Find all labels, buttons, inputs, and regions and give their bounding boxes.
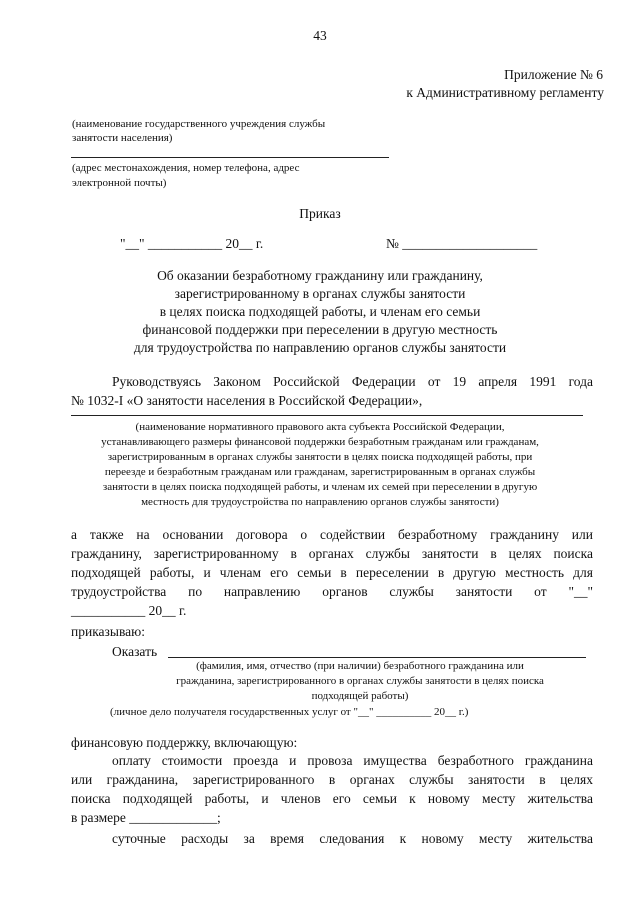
travel-line2: или гражданина, зарегистрированного в органах службы занятости в целях: [71, 772, 593, 787]
regional-act-note-line5: занятости в целях поиска подходящей работы, и членам их семей при переселении в другую: [102, 481, 538, 493]
amount-line: в размере _____________;: [71, 810, 221, 825]
order-title-line2: зарегистрированному в органах службы занятости: [174, 286, 466, 301]
contract-line4: трудоустройства по направлению органов службы занятости от "__": [71, 584, 593, 599]
person-blank-line: [168, 657, 586, 658]
regional-act-note-line1: (наименование нормативного правового акта субъекта Российской Федерации,: [135, 421, 505, 433]
address-note-line1: (адрес местонахождения, номер телефона, адрес: [72, 162, 300, 174]
person-note-line2: гражданина, зарегистрированного в органах службы занятости в целях поиска: [176, 675, 544, 687]
regional-act-note-line2: устанавливающего размеры финансовой поддержки безработным гражданам или гражданам,: [101, 436, 539, 448]
contract-line1: а также на основании договора о содействии безработному гражданину или: [71, 527, 593, 542]
support-intro: финансовую поддержку, включающую:: [71, 735, 298, 750]
appendix-title: Приложение № 6: [504, 67, 603, 82]
order-word: приказываю:: [71, 624, 145, 639]
regional-act-note-line4: переезде и безработным гражданам или гражданам, зарегистрированным в органах службы: [104, 466, 536, 478]
institution-note-line2: занятости населения): [72, 132, 173, 144]
travel-line3: поиска подходящей работы, и членов его семьи к новому месту жительства: [71, 791, 593, 806]
regional-act-note-line6: местность для трудоустройства по направлению органов службы занятости): [141, 496, 499, 508]
institution-note-line1: (наименование государственного учреждения службы: [72, 118, 326, 130]
order-date-line: "__" ___________ 20__ г.: [120, 236, 264, 251]
contract-line3: подходящей работы, и членам его семьи в переселении в другую местность для: [71, 565, 593, 580]
contract-line2: гражданину, зарегистрированному в органах службы занятости в целях поиска: [71, 546, 593, 561]
order-title-line5: для трудоустройства по направлению органов службы занятости: [133, 340, 507, 355]
page-number: 43: [313, 28, 327, 43]
contract-date-end: ___________ 20__ г.: [71, 603, 187, 618]
order-title-line4: финансовой поддержки при переселении в другую местность: [142, 322, 498, 337]
law-reference-line1: Руководствуясь Законом Российской Федерации от 19 апреля 1991 года: [112, 374, 593, 389]
regional-act-blank-line: [71, 415, 583, 416]
order-number-line: № ____________________: [386, 236, 538, 251]
order-title-line3: в целях поиска подходящей работы, и членам его семьи: [159, 304, 481, 319]
person-note-line1: (фамилия, имя, отчество (при наличии) безработного гражданина или: [196, 660, 524, 672]
law-reference-line2: № 1032-I «О занятости населения в Российской Федерации»,: [71, 393, 423, 408]
appendix-subtitle: к Административному регламенту: [406, 85, 604, 100]
address-blank-line: [71, 157, 389, 158]
provide-word: Оказать: [112, 644, 158, 659]
order-title-line1: Об оказании безработному гражданину или гражданину,: [157, 268, 483, 283]
personal-file-note: (личное дело получателя государственных услуг от "__" __________ 20__ г.): [110, 706, 469, 718]
address-note-line2: электронной почты): [72, 177, 167, 189]
regional-act-note-line3: зарегистрированным в органах службы занятости в целях поиска подходящей работы, при: [107, 451, 533, 463]
travel-line1: оплату стоимости проезда и провоза имущества безработного гражданина: [112, 753, 593, 768]
person-note-line3: подходящей работы): [311, 690, 409, 702]
daily-expenses-line: суточные расходы за время следования к новому месту жительства: [112, 831, 593, 846]
order-heading: Приказ: [299, 206, 341, 221]
